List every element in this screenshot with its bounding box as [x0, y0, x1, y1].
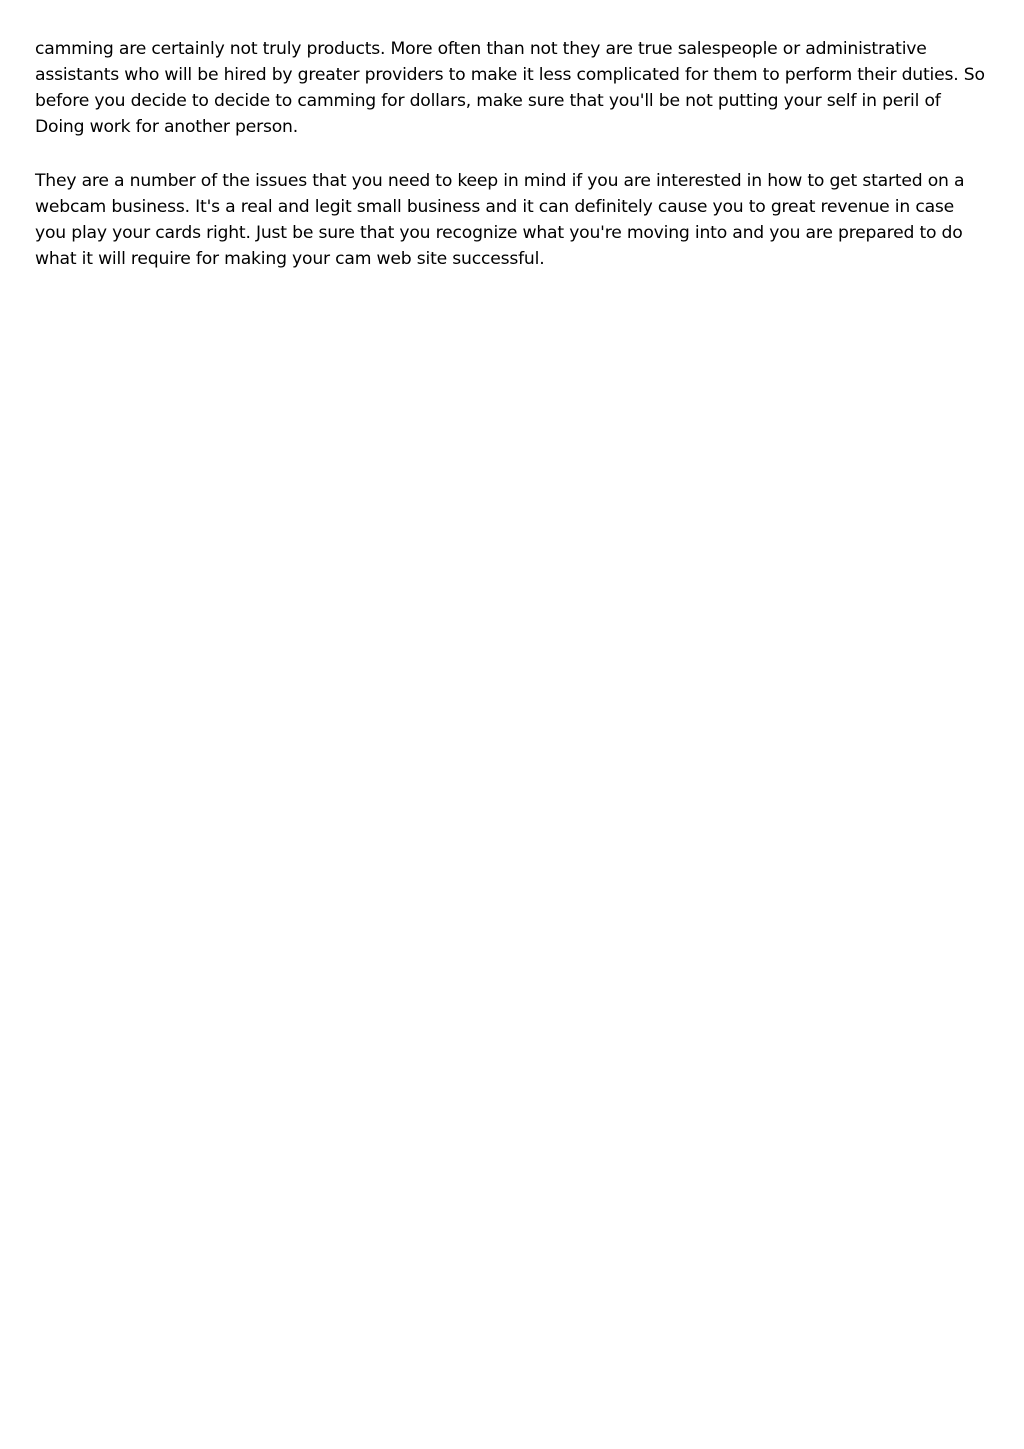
paragraph: They are a number of the issues that you need to keep in mind if you are interested in how to get started on a webcam business. It's a real and legit small business and it can definitely cause you to great revenue in case you play your cards right. Just be sure that you recognize what you're moving into and you are prepared to do what it will require for making your cam web site successful. [35, 171, 965, 269]
document-body [35, 36, 987, 300]
paragraph: camming are certainly not truly products. More often than not they are true salespeople or administrative assistants who will be hired by greater providers to make it less complicated for them to perform their duties. So before you decide to decide to camming for dollars, make sure that you'll be not putting your self in peril of Doing work for another person. [35, 39, 985, 137]
